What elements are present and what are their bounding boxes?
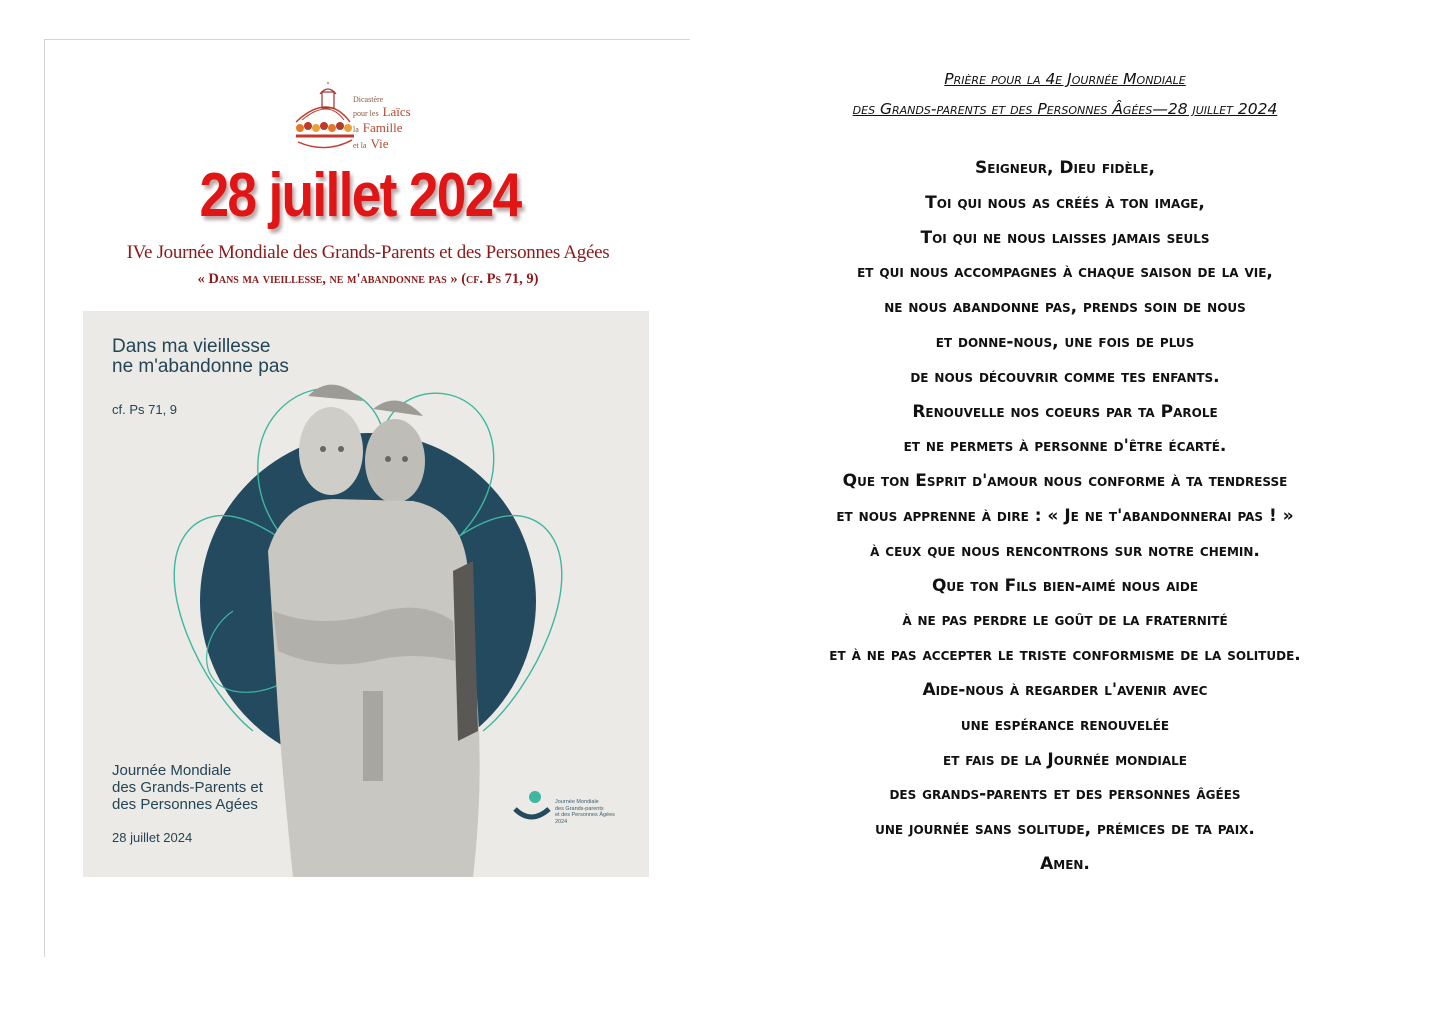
prayer-line: Toi qui nous as créés à ton image, — [925, 192, 1205, 213]
prayer-line: à ceux que nous rencontrons sur notre chemin. — [870, 540, 1260, 561]
prayer-text — [700, 156, 1430, 887]
event-subtitle: IVe Journée Mondiale des Grands-Parents et des Personnes Agées — [126, 242, 610, 263]
dicastery-logo-text: Dicastère pour les Laïcs la Famille et la Vie — [353, 95, 411, 151]
poster-title: Dans ma vieillesse ne m'abandonne pas — [112, 336, 289, 377]
mini-logo-icon — [515, 791, 549, 817]
prayer-line: Aide-nous à regarder l'avenir avec — [922, 679, 1208, 700]
prayer-heading-line1: Prière pour la 4e Journée Mondiale — [944, 70, 1186, 88]
prayer-line: à ne pas perdre le goût de la fraternité — [902, 610, 1228, 631]
prayer-line: Amen. — [1040, 853, 1090, 874]
prayer-line: et nous apprenne à dire : « Je ne t'abandonnerai pas ! » — [836, 505, 1294, 526]
poster-event-name: Journée Mondiale des Grands-Parents et des Personnes Agées — [112, 762, 263, 813]
prayer-line: Que ton Fils bien-aimé nous aide — [931, 575, 1199, 596]
prayer-line: et donne-nous, une fois de plus — [935, 331, 1195, 352]
event-quote: « Dans ma vieillesse, ne m'abandonne pas » (cf. Ps 71, 9) — [197, 271, 539, 287]
prayer-line: des grands-parents et des personnes âgées — [889, 784, 1241, 805]
prayer-line: et à ne pas accepter le triste conformisme de la solitude. — [829, 645, 1301, 666]
poster-reference: cf. Ps 71, 9 — [112, 402, 178, 417]
prayer-heading-line2: des Grands-parents et des Personnes Âgées—28 juillet 2024 — [852, 100, 1278, 118]
page-frame-left — [44, 39, 45, 957]
prayer-line: Toi qui ne nous laisses jamais seuls — [920, 227, 1210, 248]
prayer-line: Renouvelle nos coeurs par ta Parole — [912, 401, 1218, 422]
poster-date: 28 juillet 2024 — [112, 830, 193, 845]
prayer-line: et qui nous accompagnes à chaque saison de la vie, — [857, 262, 1273, 283]
prayer-line: Seigneur, Dieu fidèle, — [975, 158, 1155, 178]
prayer-line: et ne permets à personne d'être écarté. — [903, 436, 1227, 457]
prayer-line: de nous découvrir comme tes enfants. — [910, 366, 1220, 387]
prayer-line: une journée sans solitude, prémices de ta paix. — [875, 819, 1255, 840]
prayer-line: ne nous abandonne pas, prends soin de nous — [884, 297, 1246, 318]
prayer-line: Que ton Esprit d'amour nous conforme à ta tendresse — [842, 471, 1288, 492]
page-frame-top — [44, 39, 690, 40]
poster-image — [83, 311, 649, 877]
event-date-title: 28 juillet 2024 — [199, 161, 521, 230]
prayer-line: et fais de la Journée mondiale — [943, 749, 1187, 770]
mini-logo-text: Journée Mondiale des Grands-parents et des Personnes Âgées 2024 — [555, 799, 615, 825]
prayer-line: une espérance renouvelée — [960, 714, 1170, 735]
